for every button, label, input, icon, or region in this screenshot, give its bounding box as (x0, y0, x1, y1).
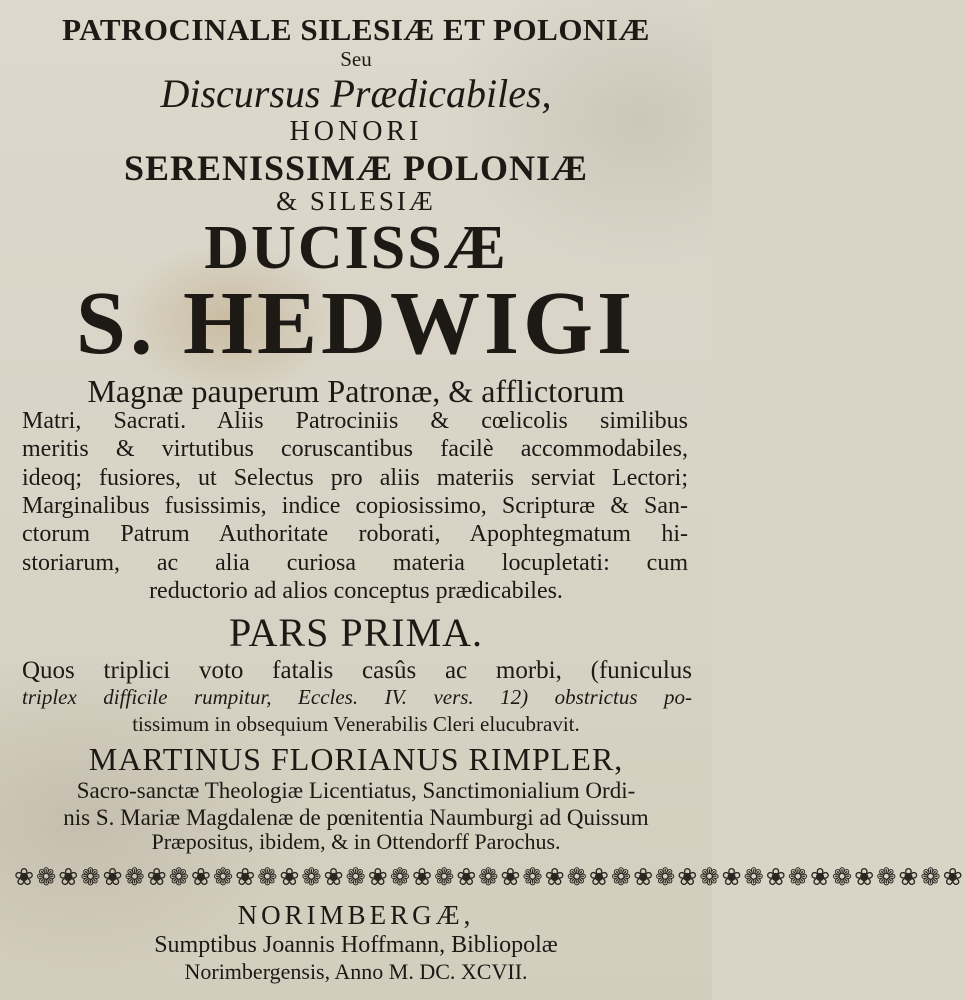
title-line-patrocinale: PATROCINALE SILESIÆ ET POLONIÆ (62, 12, 650, 47)
title-line-ducissae: DUCISSÆ (204, 214, 508, 282)
author-title-line: Præpositus, ibidem, & in Ottendorff Parochus. (151, 829, 561, 855)
subtitle-line-magnae: Magnæ pauperum Patronæ, & afflictorum (87, 373, 625, 409)
body-line: Matri, Sacrati. Aliis Patrociniis & cœlicolis similibus (22, 408, 688, 434)
author-title-line: Sacro-sanctæ Theologiæ Licentiatus, Sanctimonialium Ordi- (76, 778, 636, 804)
title-line-discursus: Discursus Prædicabiles, (160, 71, 552, 116)
body-line: reductorio ad alios conceptus prædicabiles. (149, 577, 563, 604)
dedication-line: Quos triplici voto fatalis casûs ac morbi, (funiculus (22, 657, 692, 685)
ornament-divider: ❀❁❀❁❀❁❀❁❀❁❀❁❀❁❀❁❀❁❀❁❀❁❀❁❀❁❀❁❀❁❀❁❀❁❀❁❀❁❀❁❀❁❀ (14, 865, 965, 892)
part-heading: PARS PRIMA. (228, 610, 484, 656)
imprint-city: NORIMBERGÆ, (237, 900, 475, 931)
body-line: storiarum, ac alia curiosa materia locupletati: cum (22, 549, 688, 576)
imprint-date: Norimbergensis, Anno M. DC. XCVII. (184, 959, 528, 985)
author-title-line: nis S. Mariæ Magdalenæ de pœnitentia Naumburgi ad Quissum (63, 805, 649, 831)
author-name: MARTINUS FLORIANUS RIMPLER, (88, 741, 624, 778)
title-line-silesiae: & SILESIÆ (276, 186, 436, 216)
body-line: ctorum Patrum Authoritate roborati, Apophtegmatum hi- (22, 521, 688, 548)
title-line-serenissimae: SERENISSIMÆ POLONIÆ (123, 148, 589, 188)
title-line-honori: HONORI (289, 116, 423, 147)
body-line: ideoq; fusiores, ut Selectus pro aliis materiis serviat Lectori; (22, 464, 688, 491)
body-line: Marginalibus fusissimis, indice copiosissimo, Scripturæ & San- (22, 492, 688, 519)
dedication-line: tissimum in obsequium Venerabilis Cleri elucubravit. (132, 712, 580, 737)
title-line-hedwigi: S. HEDWIGI (75, 274, 637, 373)
imprint-publisher: Sumptibus Joannis Hoffmann, Bibliopolæ (154, 932, 558, 959)
title-line-seu: Seu (340, 47, 372, 71)
body-line: meritis & virtutibus coruscantibus facilè accommodabiles, (22, 436, 688, 463)
dedication-line: triplex difficile rumpitur, Eccles. IV. vers. 12) obstrictus po- (22, 685, 692, 710)
